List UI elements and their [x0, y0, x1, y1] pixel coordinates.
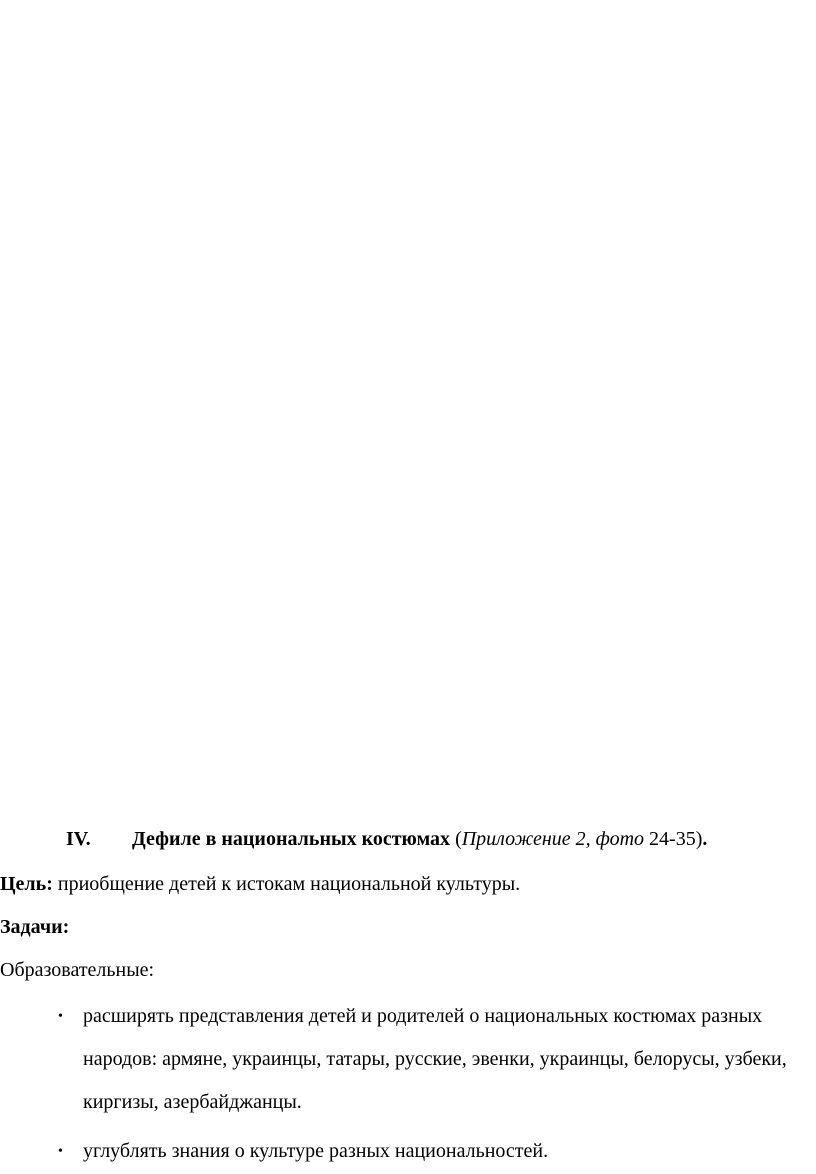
section-title: Дефиле в национальных костюмах: [132, 828, 451, 850]
section-number: IV.: [66, 828, 91, 850]
educational-label: Образовательные:: [0, 959, 155, 981]
section-reference-italic: Приложение 2, фото: [461, 828, 645, 850]
goal-text: приобщение детей к истокам национальной культуры.: [52, 873, 521, 895]
educational-task-list: [0, 995, 816, 1173]
list-item: [0, 995, 803, 1124]
list-item-text: расширять представления детей и родителей о национальных костюмах разных народов: армяне, украинцы, татары, русские, эвенки, украинцы, белорусы, узбеки, киргизы, азербайджанцы.: [83, 1005, 787, 1113]
bullet-icon: •: [58, 1144, 63, 1159]
section-heading: [66, 826, 707, 852]
bullet-icon: •: [58, 1009, 63, 1024]
list-item-text: углублять знания о культуре разных национальностей.: [83, 1140, 549, 1162]
section-end-dot: .: [702, 828, 708, 850]
goal-label: Цель:: [0, 873, 53, 895]
section-reference-rest: 24-35): [644, 828, 703, 850]
tasks-label: Задачи:: [0, 916, 70, 938]
section-paren-open: (: [450, 828, 462, 850]
list-item: [0, 1130, 803, 1173]
goal-line: [0, 871, 520, 897]
